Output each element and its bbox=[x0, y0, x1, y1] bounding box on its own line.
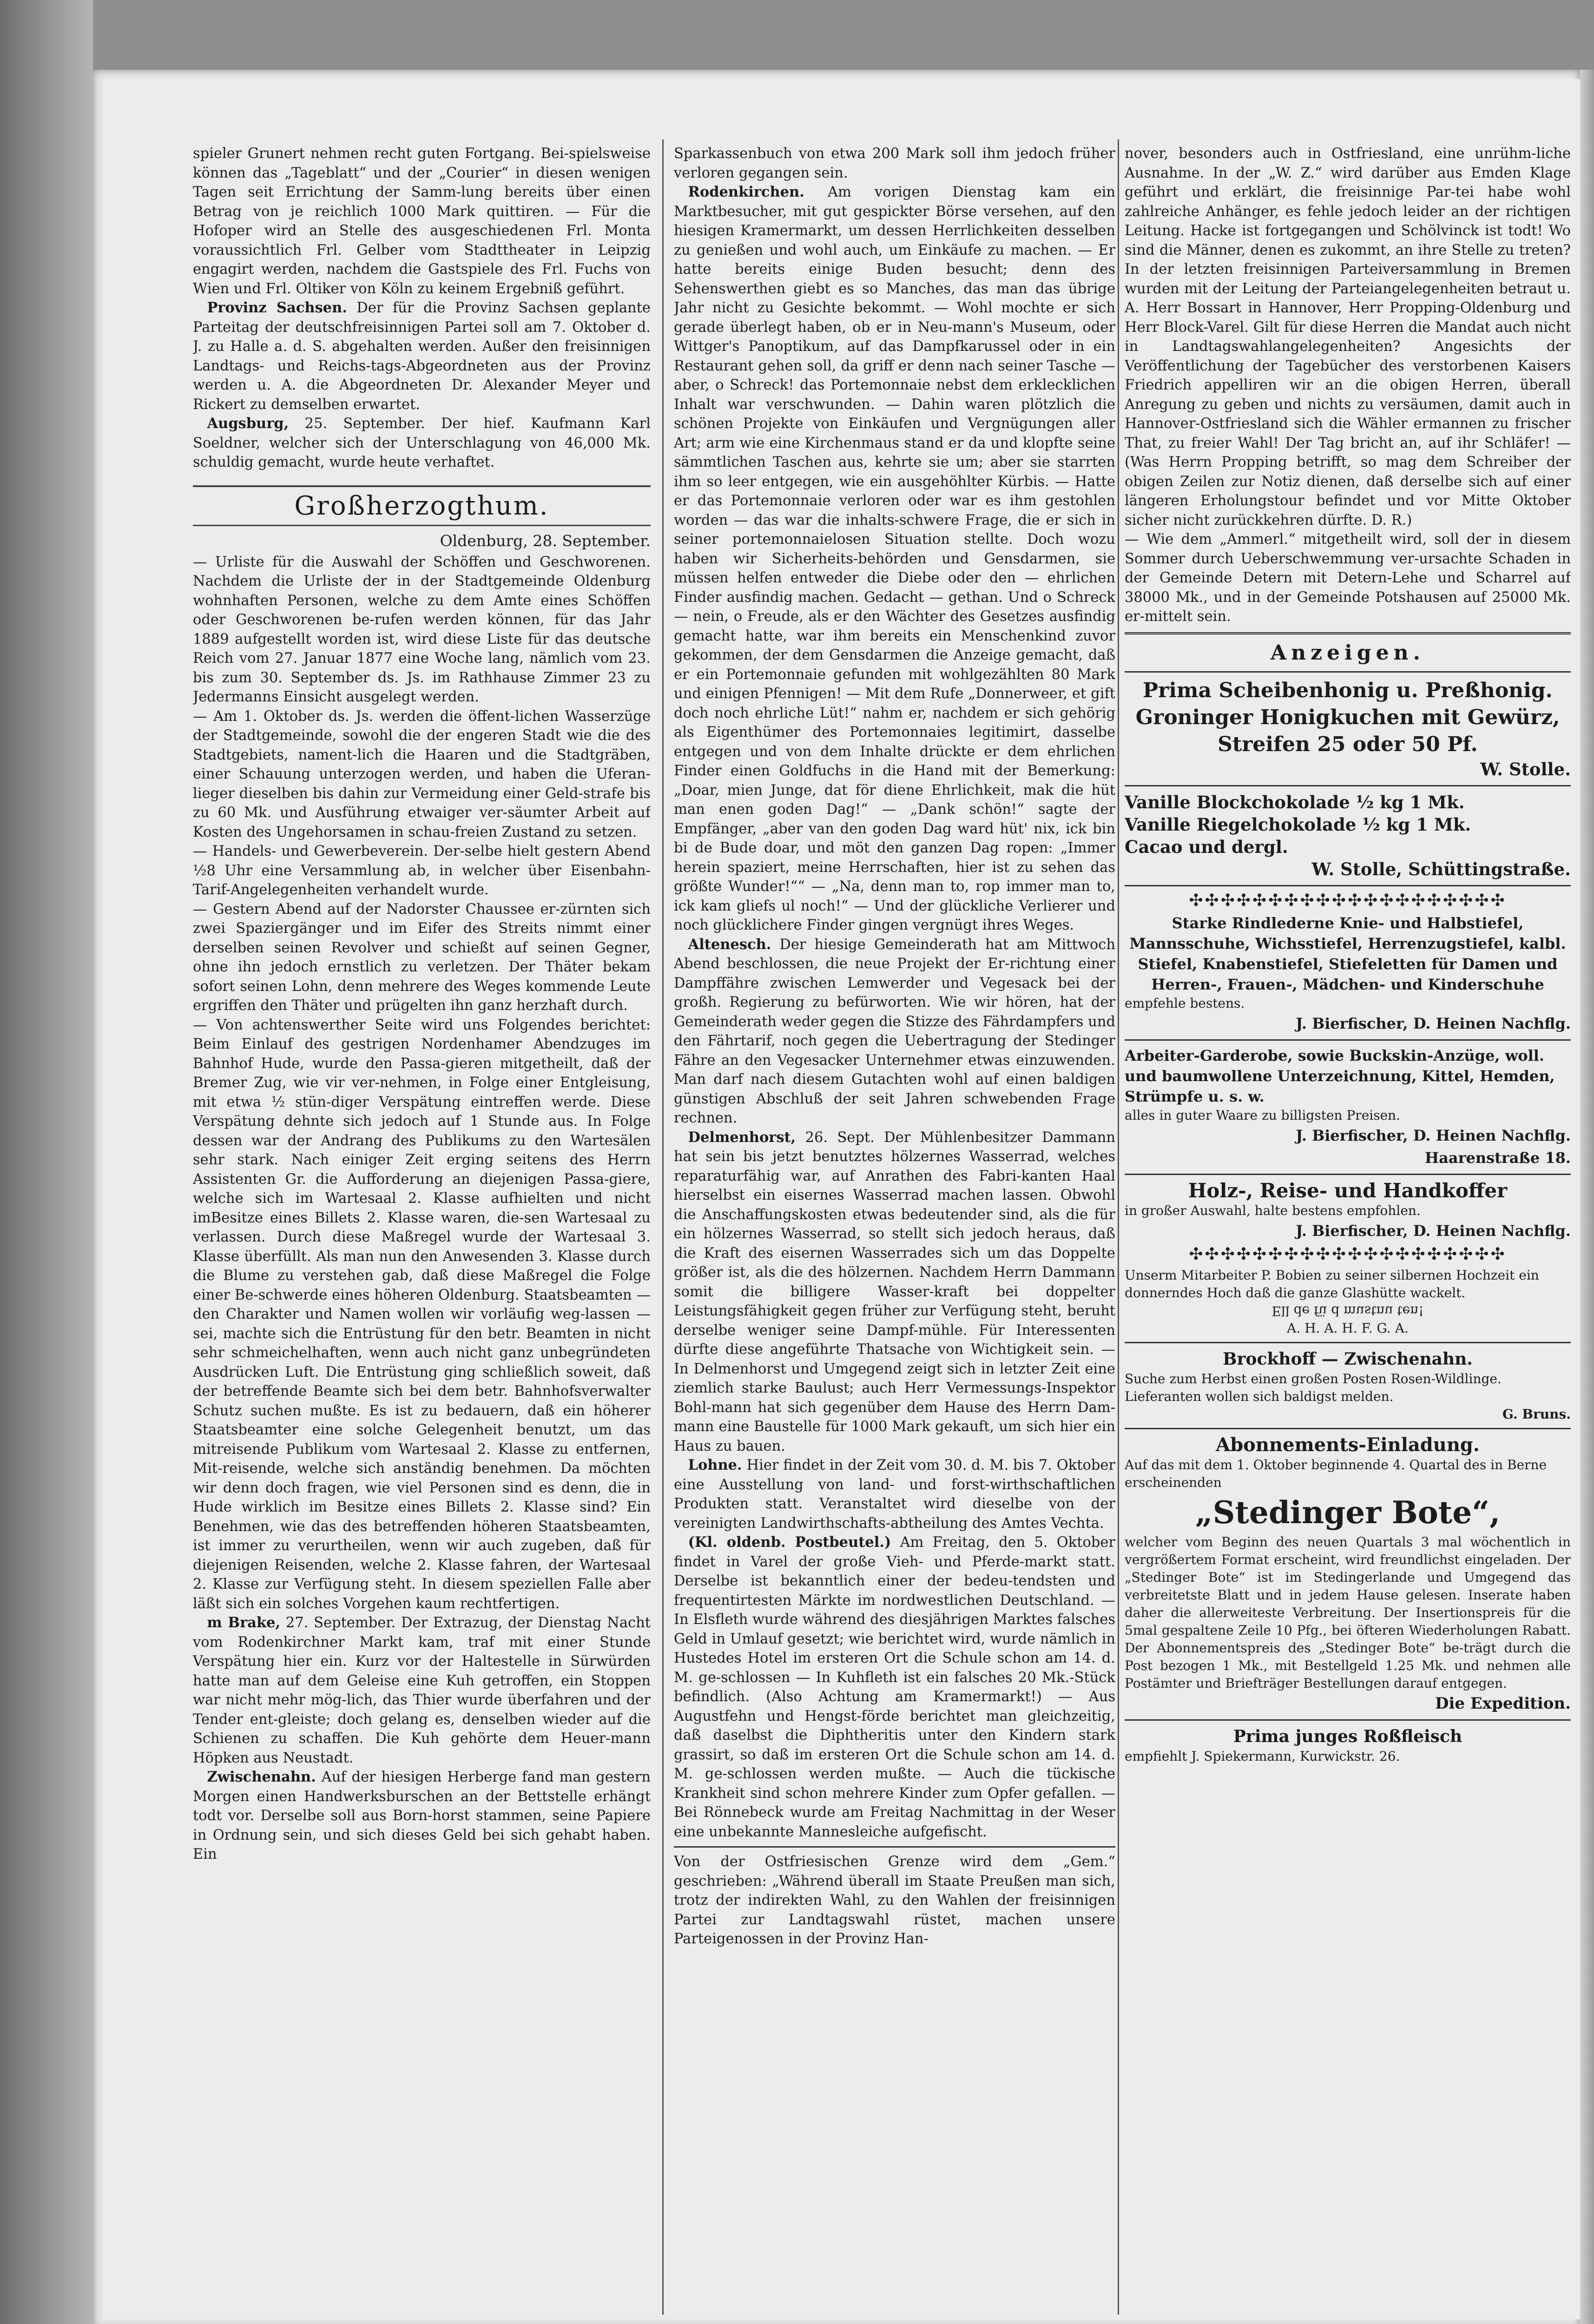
divider bbox=[1125, 632, 1571, 634]
ad-signature: A. H. A. H. F. G. A. bbox=[1287, 1320, 1409, 1336]
article-lead: (Kl. oldenb. Postbeutel.) bbox=[688, 1534, 891, 1551]
column-2 bbox=[674, 144, 1115, 2310]
article-text: 26. Sept. Der Mühlenbesitzer Dammann hat sein bis jetzt benutztes hölzernes Wasserrad, welches reparaturfähig war, auf Anrathen des Fabri-kanten Haal hierselbst ein eisernes Wasserrad machen lassen. Obwohl die Anschaffungskosten etwas bedeutender sind, als die für ein hölzernes Wasserrad, so stellt sich jedoch heraus, daß die Kraft des eisernen Wasserrades sich um das Doppelte größer ist, als die des hölzernen. Nachdem Herrn Dammann somit die billigere Wasser-kraft bei doppelter Leistungsfähigkeit gegen früher zur Verfügung steht, beruht derselbe weniger seine Dampf-mühle. Für Interessenten dürfte diese angeführte Thatsache von Wichtigkeit sein. — In Delmenhorst und Umgegend zeigt sich in letzter Zeit eine ziemlich starke Baulust; auch Herr Vermessungs-Inspektor Bohl-mann hat sich gegenüber dem Hause des Herrn Dam-mann eine Baustelle für 1000 Mark gekauft, um sich hier ein Haus zu bauen. bbox=[674, 1129, 1115, 1454]
divider bbox=[1125, 671, 1571, 673]
article-lohne bbox=[674, 1456, 1115, 1533]
article-text: — Von achtenswerther Seite wird uns Folgendes berichtet: Beim Einlauf des gestrigen Nordenhamer Abendzuges im Bahnhof Hude, wurde den Passa-gieren mitgetheilt, daß der Bremer Zug, wie vir ver-nehmen, in Folge einer Entgleisung, mit etwa ½ stün-diger Verspätung eintreffen werde. Diese Verspätung dehnte sich jedoch auf 1 Stunde aus. In Folge dessen war der Andrang des Publikums zu den Wartesälen sehr stark. Nach einiger Zeit erging seitens des Herrn Assistenten Gr. die Aufforderung an diejenigen Passa-giere, welche sich im Wartesaal 2. Klasse aufhielten und nicht imBesitze eines Billets 2. Klasse waren, die-sen Wartesaal zu verlassen. Durch diese Maßregel wurde der Wartesaal 3. Klasse überfüllt. Als man nun den Anwesenden 3. Klasse durch die Blume zu verstehen gab, daß diese Maßregel die Folge einer Be-schwerde eines höheren Oldenburg. Staatsbeamten — den Charakter und Namen wollen wir vorläufig weg-lassen — sei, machte sich die Entrüstung für den betr. Beamten in nicht sehr schmeichelhaften, wenn auch nicht ganz unbegründeten Ausdrücken Luft. Die Entrüstung ging schließlich soweit, daß der betreffende Beamte sich bei dem betr. Bahnhofsverwalter Schutz suchen mußte. Es ist zu bedauern, daß ein höherer Staatsbeamter eine solche Gelegenheit benutzt, um das mitreisende Publikum vom Wartesaal 2. Klasse zu entfernen, Mit-reisende, welche sich anständig benehmen. Da möchten wir denn doch fragen, wie viel Personen sind es denn, die in Hude wirklich im Besitze eines Billets 2. Klasse sind? Ein Benehmen, wie das des betreffenden höheren Staatsbeamten, ist immer zu verurtheilen, wenn wir auch zugeben, daß für diejenigen Reisenden, welche 2. Klasse fahren, der Wartesaal 2. Klasse zur Verfügung steht. In diesem speziellen Falle aber läßt sich ein solches Vorgehen kaum rechtfertigen. bbox=[193, 1017, 651, 1612]
ad-signature: W. Stolle, Schüttingstraße. bbox=[1311, 858, 1571, 879]
divider bbox=[1125, 1174, 1571, 1175]
ad-line: Streifen 25 oder 50 Pf. bbox=[1218, 732, 1478, 756]
article-text: 27. September. Der Extrazug, der Dienstag Nacht vom Rodenkirchner Markt kam, traf mit einer Stunde Verspätung hier ein. Kurz vor der Haltestelle in Sürwürden hatte man auf dem Geleise eine Kuh getroffen, ein Stoppen war nicht mehr mög-lich, das Thier wurde überfahren und der Tender ent-gleiste; doch gelang es, denselben wieder auf die Schienen zu schaffen. Die Kuh gehörte dem Heuer-mann Höpken aus Neustadt. bbox=[193, 1615, 651, 1766]
ad-line: welcher vom Beginn des neuen Quartals 3 mal wöchentlich in vergrößertem Format erscheint, wird freundlichst eingeladen. Der „Stedinger Bote“ ist im Stedingerlande und Umgegend das verbreitetste Blatt und in jedem Hause gelesen. Inserate haben daher die allerweiteste Verbreitung. Der Insertionspreis für die 5mal gespaltene Zeile 10 Pfg., bei öfteren Wiederholungen Rabatt. Der Abonnementspreis des „Stedinger Bote“ be-trägt durch die Post bezogen 1 Mk., mit Bestellgeld 1.25 Mk. und nehmen alle Postämter und Briefträger Bestellungen darauf entgegen. bbox=[1125, 1534, 1571, 1691]
ad-line: Vanille Riegelchokolade ½ kg 1 Mk. bbox=[1125, 814, 1471, 835]
article-text: nover, besonders auch in Ostfriesland, eine unrühm-liche Ausnahme. In der „W. Z.“ wird darüber aus Emden Klage geführt und erklärt, die freisinnige Par-tei habe wohl zahlreiche Anhänger, es fehle jedoch leider an der richtigen Leitung. Hacke ist fortgegangen und Schölvinck ist todt! Wo sind die Männer, denen es zukommt, an ihre Stelle zu treten? In der letzten freisinnigen Parteiversammlung in Bremen wurden mit der Leitung der Parteiangelegenheiten betraut u. A. Herr Bossart in Hannover, Herr Propping-Oldenburg und Herr Block-Varel. Gilt für diese Herren die Mandat auch nicht in Landtagswahlangelegenheiten? Angesichts der Veröffentlichung der Tagebücher des verstorbenen Kaisers Friedrich appelliren wir an die obigen Herren, überall Anregung zu geben und nichts zu versäumen, damit auch in Hannover-Ostfriesland sich die Wähler ermannen zu frischer That, zu freier Wahl! Der Tag bricht an, auf ihr Schläfer! — (Was Herrn Propping betrifft, so mag dem Schreiber der obigen Zeilen zur Notiz dienen, daß derselbe sich auf einer längeren Erholungstour befindet und vor Mitte Oktober sicher nicht zurückkehren dürfte. D. R.) bbox=[1125, 145, 1571, 528]
ad-signature: J. Bierfischer, D. Heinen Nachflg. bbox=[1296, 1126, 1571, 1144]
divider bbox=[1125, 885, 1571, 886]
mirrored-text: Ell de fü d mustnu ten! bbox=[1271, 1303, 1424, 1319]
ad-line: empfehle bestens. bbox=[1125, 995, 1245, 1011]
ad-chocolate bbox=[1125, 791, 1571, 880]
ad-line: Brockhoff — Zwischenahn. bbox=[1223, 1349, 1473, 1369]
article-text: Am vorigen Dienstag kam ein Marktbesucher, mit gut gespickter Börse versehen, auf den hiesigen Kramermarkt, um dessen Herrlichkeiten desselben zu genießen und wohl auch, um Einkäufe zu machen. — Er hatte bereits einige Buden besucht; denn des Sehenswerthen giebt es so Manches, das man das übrige Jahr nicht zu Gesichte bekommt. — Wohl mochte er sich gerade überlegt haben, ob er in Neu-mann's Museum, oder Wittger's Panoptikum, auf das Dampfkarussel oder in ein Restaurant gehen soll, da griff er denn nach seiner Tasche — aber, o Schreck! das Portemonnaie nebst dem erklecklichen Inhalt war verschwunden. — Dahin waren plötzlich die schönen Projekte von Einkäufen und Vergnügungen aller Art; arm wie eine Kirchenmaus stand er da und klopfte seine sämmtlichen Taschen aus, kehrte sie um; aber sie starrten ihm so leer entgegen, wie ein ausgehöhlter Kürbis. — Hatte er das Portemonnaie verloren oder war es ihm gestohlen worden — das war die inhalts-schwere Frage, die er sich in seiner portemonnaielosen Situation stellte. Doch wozu haben wir Sicherheits-behörden und Gensdarmen, sie müssen helfen entweder die Diebe oder den — ehrlichen Finder ausfindig machen. Gedacht — gethan. Und o Schreck — nein, o Freude, als er den Wächter des Gesetzes ausfindig gemacht hatte, war ihm bereits ein Menschenkind zuvor gekommen, der dem Gensdarmen die Anzeige gemacht, daß er ein Portemonnaie gefunden mit wohlgezählten 80 Mark und einigen Pfennigen! — Mit dem Rufe „Donnerweer, et gift doch noch ehrliche Lüt!“ nahm er, nachdem er sich gehörig als Eigenthümer des Portemonnaies legitimirt, dasselbe entgegen und von dem Inhalte drückte er dem ehrlichen Finder einen Goldfuchs in die Hand mit der Bemerkung: „Doar, mien Junge, dat för diene Ehrlichkeit, mak die hüt man enen goden Dag!“ — „Dank schön!“ sagte der Empfänger, „aber van den goden Dag ward hüt' nix, ick bin bi de Bude doar, und möt den ganzen Dag ropen: „Immer herein spaziert, meine Herrschaften, hier ist zu sehen das größte Wunder!““ — „Na, denn man to, rop immer man to, ick kam gliefs ul noch!“ — Und der glückliche Verlierer und noch glücklichere Finder gingen vergnügt ihres Weges. bbox=[674, 184, 1115, 933]
article-text: Auf der hiesigen Herberge fand man gestern Morgen einen Handwerksburschen an der Bettstelle erhängt todt vor. Derselbe soll aus Born-horst stammen, seine Papiere in Ordnung sein, und sich dieses Geld bei sich gehabt haben. Ein bbox=[193, 1769, 651, 1862]
article-text: Der für die Provinz Sachsen geplante Parteitag der deutschfreisinnigen Partei soll am 7. Oktober d. J. zu Halle a. d. S. abgehalten werden. Außer den freisinnigen Landtags- und Reichs-tags-Abgeordneten aus der Provinz werden u. A. die Abgeordneten Dr. Alexander Meyer und Rickert zu demselben erwartet. bbox=[193, 300, 651, 413]
divider bbox=[1125, 1342, 1571, 1343]
article-augsburg bbox=[193, 414, 651, 472]
ad-line: Prima junges Roßfleisch bbox=[1233, 1726, 1462, 1746]
page-edge bbox=[1580, 70, 1594, 2324]
article-text: Der hiesige Gemeinderath hat am Mittwoch Abend beschlossen, die neue Projekt der Er-richtung einer Dampffähre zwischen Lemwerder und Vegesack bei der großh. Regierung zu befürworten. Wie wir hören, hat der Gemeinderath weder gegen die Stizze des Fährdampfers und den Fährtarif, noch gegen die Uebertragung der Stedinger Fähre an den Vegesacker Unternehmer etwas einzuwenden. Man darf nach diesem Gutachten wohl auf einen baldigen günstigen Abschluß der seit Jahren schwebenden Frage rechnen. bbox=[674, 936, 1115, 1126]
dateline: Oldenburg, 28. September. bbox=[440, 531, 651, 550]
article-lead: Delmenhorst, bbox=[688, 1129, 796, 1146]
column-rule-2 bbox=[1118, 139, 1119, 2315]
newspaper-title: „Stedinger Bote“, bbox=[1195, 1494, 1501, 1531]
article-text: Hier findet in der Zeit vom 30. d. M. bis 7. Oktober eine Ausstellung von land- und forst-wirthschaftlichen Produkten statt. Veranstaltet wird dieselbe von der vereinigten Landwirthschafts-abtheilung des Amtes Vechta. bbox=[674, 1457, 1115, 1532]
ad-line: in großer Auswahl, halte bestens empfohlen. bbox=[1125, 1202, 1421, 1218]
ornament-border: ✣✣✣✣✣✣✣✣✣✣✣✣✣✣✣✣✣✣✣✣ bbox=[1189, 1244, 1507, 1264]
ad-line: Holz-, Reise- und Handkoffer bbox=[1188, 1179, 1508, 1202]
divider bbox=[1125, 785, 1571, 786]
ad-trunks bbox=[1125, 1180, 1571, 1242]
ad-line: Auf das mit dem 1. Oktober beginnende 4. Quartal des in Berne erscheinenden bbox=[1125, 1457, 1547, 1490]
ad-line: Vanille Blockchokolade ½ kg 1 Mk. bbox=[1125, 792, 1465, 812]
article-text: — Urliste für die Auswahl der Schöffen und Geschworenen. Nachdem die Urliste der in der Stadtgemeinde Oldenburg wohnhaften Personen, welche zu dem Amte eines Schöffen oder Geschworenen be-rufen werden können, für das Jahr 1889 aufgestellt worden ist, wird diese Liste für das deutsche Reich vom 27. Januar 1877 eine Woche lang, nämlich vom 23. bis zum 30. September ds. Js. im Rathhause Zimmer 23 zu Jedermanns Einsicht ausgelegt werden. bbox=[193, 554, 651, 705]
divider bbox=[1125, 1039, 1571, 1041]
article-provinz-sachsen bbox=[193, 298, 651, 414]
article-lead: Augsburg, bbox=[207, 415, 289, 432]
article-lead: Altenesch. bbox=[688, 936, 771, 953]
ad-signature: J. Bierfischer, D. Heinen Nachflg. bbox=[1296, 1221, 1571, 1240]
ad-honey bbox=[1125, 677, 1571, 780]
ad-signature: G. Bruns. bbox=[1502, 1406, 1571, 1422]
ad-greeting bbox=[1125, 1267, 1571, 1337]
ad-line: Arbeiter-Garderobe, sowie Buckskin-Anzüge, woll. und baumwollene Unterzeichnung, Kittel, Hemden, Strümpfe u. s. w. bbox=[1125, 1046, 1555, 1105]
article-lead: Zwischenahn. bbox=[207, 1769, 316, 1785]
ad-horsemeat bbox=[1125, 1725, 1571, 1765]
divider bbox=[1125, 1719, 1571, 1721]
ad-line: Cacao und dergl. bbox=[1125, 836, 1288, 857]
divider bbox=[674, 1846, 1115, 1848]
article-text: Sparkassenbuch von etwa 200 Mark soll ihm jedoch früher verloren gegangen sein. bbox=[674, 145, 1115, 181]
article-lead: Provinz Sachsen. bbox=[207, 299, 347, 316]
ad-address: Haarenstraße 18. bbox=[1424, 1149, 1571, 1167]
article-lead: Lohne. bbox=[688, 1457, 742, 1473]
book-binding bbox=[0, 0, 93, 2324]
ornament-border: ✣✣✣✣✣✣✣✣✣✣✣✣✣✣✣✣✣✣✣✣ bbox=[1189, 891, 1507, 910]
article-rodenkirchen bbox=[674, 183, 1115, 935]
ad-line: Suche zum Herbst einen großen Posten Rosen-Wildlinge. Lieferanten wollen sich baldigst melden. bbox=[1125, 1371, 1502, 1404]
column-rule-1 bbox=[662, 139, 664, 2315]
article-altenesch bbox=[674, 935, 1115, 1128]
ad-line: Unserm Mitarbeiter P. Bobien zu seiner silbernen Hochzeit ein donnerndes Hoch daß die ganze Glashütte wackelt. bbox=[1125, 1267, 1539, 1301]
article-text: Am Freitag, den 5. Oktober findet in Varel der große Vieh- und Pferde-markt statt. Derselbe ist bekanntlich einer der bedeu-tendsten und frequentirtesten Märkte im nordwestlichen Deutschland. — In Elsfleth wurde während des diesjährigen Marktes falsches Geld in Umlauf gesetzt; wie berichtet wird, wurde nämlich in Hustedes Hotel im ersteren Ort die Schule schon am 14. d. M. ge-schlossen — In Kuhfleth ist ein falsches 20 Mk.-Stück befindlich. (Also Achtung am Kramermarkt!) — Aus Augustfehn und Hengst-förde berichtet man gleichzeitig, daß daselbst die Diphtheritis unter den Kindern stark grassirt, so daß im ersteren Ort die Schule schon am 14. d. M. ge-schlossen werden mußte. — Auch die tückische Krankheit sind schon mehrere Kinder zum Opfer gefallen. — Bei Rönnebeck wurde am Freitag Nachmittag in der Weser eine unbekannte Mannesleiche aufgefischt. bbox=[674, 1534, 1115, 1840]
article-brake bbox=[193, 1613, 651, 1768]
ad-signature: W. Stolle. bbox=[1480, 759, 1571, 779]
ad-line: Abonnements-Einladung. bbox=[1216, 1433, 1480, 1456]
section-heading: Großherzogthum. bbox=[193, 485, 651, 526]
ad-brockhoff bbox=[1125, 1348, 1571, 1423]
ad-line: Prima Scheibenhonig u. Preßhonig. bbox=[1143, 678, 1553, 702]
ad-garments bbox=[1125, 1045, 1571, 1169]
article-text: spieler Grunert nehmen recht guten Fortgang. Bei-spielsweise können das „Tageblatt“ und der „Courier“ in diesen wenigen Tagen seit Errichtung der Samm-lung bereits über einen Betrag von je reichlich 1000 Mark quittiren. — Für die Hofoper wird an Stelle des ausgeschiedenen Frl. Monta voraussichtlich Frl. Gelber vom Stadttheater in Leipzig engagirt werden, nachdem die Gastspiele des Frl. Fuchs von Wien und Frl. Oltiker von Köln zu keinem Ergebniß geführt. bbox=[193, 145, 651, 297]
ad-line: Starke Rindlederne Knie- und Halbstiefel, Mannsschuhe, Wichsstiefel, Herrenzugstiefel, kalbl. Stiefel, Knabenstiefel, Stiefeletten für Damen und Herren-, Frauen-, Mädchen- und Kinderschuhe bbox=[1129, 914, 1566, 993]
ad-line bbox=[1125, 1302, 1571, 1320]
article-lead: Rodenkirchen. bbox=[688, 184, 804, 200]
article-postbeutel bbox=[674, 1533, 1115, 1842]
article-text: — Am 1. Oktober ds. Js. werden die öffent-lichen Wasserzüge der Stadtgemeinde, sowohl die der engeren Stadt wie die des Stadtgebiets, nament-lich die Haaren und die Stadtgräben, einer Schauung unterzogen werden, und haben die Uferan-lieger dieselben bis dahin zur Vermeidung einer Geld-strafe bis zu 60 Mk. und Ausführung etwaiger ver-säumter Arbeit auf Kosten des Ungehorsamen in schau-freien Zustand zu setzen. bbox=[193, 708, 651, 840]
article-text: 25. September. Der hief. Kaufmann Karl Soeldner, welcher sich der Unterschlagung von 46,000 Mk. schuldig gemacht, wurde heute verhaftet. bbox=[193, 416, 651, 470]
ad-signature: J. Bierfischer, D. Heinen Nachflg. bbox=[1296, 1014, 1571, 1032]
ad-line: alles in guter Waare zu billigsten Preisen. bbox=[1125, 1107, 1401, 1123]
ad-abonnement bbox=[1125, 1434, 1571, 1715]
ad-signature: empfiehlt J. Spiekermann, Kurwickstr. 26. bbox=[1125, 1748, 1400, 1764]
ad-boots bbox=[1125, 913, 1571, 1035]
article-zwischenahn bbox=[193, 1768, 651, 1864]
article-text: — Handels- und Gewerbeverein. Der-selbe hielt gestern Abend ½8 Uhr eine Versammlung ab, in welcher über Eisenbahn-Tarif-Angelegenheiten verhandelt wurde. bbox=[193, 843, 651, 898]
ads-heading: Anzeigen. bbox=[1271, 640, 1425, 665]
article-lead: m Brake, bbox=[207, 1614, 281, 1631]
article-text: — Wie dem „Ammerl.“ mitgetheilt wird, soll der in diesem Sommer durch Ueberschwemmung ver-ursachte Schaden in der Gemeinde Detern mit Detern-Lehe und Scharrel auf 38000 Mk., und in der Gemeinde Potshausen auf 25000 Mk. er-mittelt sein. bbox=[1125, 531, 1571, 625]
column-3 bbox=[1125, 144, 1571, 2310]
ad-line: Groninger Honigkuchen mit Gewürz, bbox=[1135, 705, 1560, 729]
article-ostfriesland: Von der Ostfriesischen Grenze wird dem „Gem.“ geschrieben: „Während überall im Staate Preußen man sich, trotz der indirekten Wahl, zu den Wahlen der freisinnigen Partei zur Landtagswahl rüstet, machen unsere Parteigenossen in der Provinz Han- bbox=[674, 1854, 1115, 1947]
column-1 bbox=[193, 144, 651, 2310]
article-text: — Gestern Abend auf der Nadorster Chaussee er-zürnten sich zwei Spaziergänger und im Eifer des Streits nimmt einer derselben seinen Revolver und schießt auf seinen Gegner, ohne ihn jedoch ernstlich zu verletzen. Der Thäter bekam sofort seinen Lohn, denn mehrere des Weges kommende Leute ergriffen den Thäter und prügelten ihn ganz herzhaft durch. bbox=[193, 901, 651, 1014]
article-delmenhorst bbox=[674, 1128, 1115, 1456]
ad-signature: Die Expedition. bbox=[1435, 1694, 1571, 1713]
divider bbox=[1125, 1428, 1571, 1429]
